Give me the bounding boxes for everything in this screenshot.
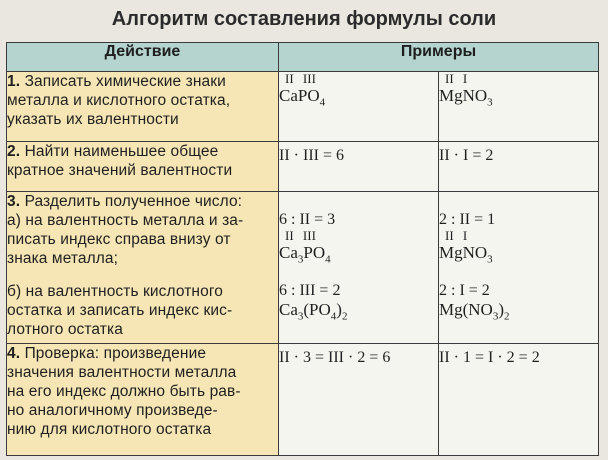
step-number: 3. [7,193,21,210]
formula: MgNO$_3$ [439,243,493,266]
table-row [7,72,599,142]
formula: MgNO$_3$ [439,86,493,109]
step-2-example-2: II · I = 2 [439,142,599,192]
step-number: 4. [7,345,21,362]
page-title: Алгоритм составления формулы соли [111,8,497,30]
step-4-example-1: II · 3 = III · 2 = 6 [279,344,439,456]
table-row [7,192,599,344]
algorithm-table [6,42,599,456]
step-1-action: 1. Записать химические знаки металла и кислотного остатка, указать их валентности [7,72,279,142]
formula: CaPO$_4$ [279,86,326,109]
formula: $Ca_3(PO_4)_2$ [279,300,348,323]
step-1-example-1 [279,72,439,142]
valence-label: II III [285,71,316,86]
step-number: 2. [7,143,21,160]
formula: $Ca_3PO_4$ [279,243,331,266]
table-row [7,344,599,456]
valence-label: II I [445,228,468,243]
table-row [7,142,599,192]
valence-label: II I [445,71,468,86]
header-action: Действие [7,43,279,72]
step-3-example-2: 2 : II = 1 II I MgNO$_3$ 2 : I = 2 $Mg(NO_3)_2$ [439,192,599,344]
step-2-example-1: II · III = 6 [279,142,439,192]
header-examples: Примеры [279,43,599,72]
step-1-example-2 [439,72,599,142]
valence-label: II III [285,228,316,243]
step-4-example-2: II · 1 = I · 2 = 2 [439,344,599,456]
step-4-action: 4. Проверка: произведение значения валентности металла на его индекс должно быть рав- но аналогичному произведе- нию для кислотного остатка [7,344,279,456]
step-3-action: 3. Разделить полученное число: а) на валентность металла и за- писать индекс справа внизу от знака металла; б) на валентность кислотного остатка и записать индекс кис- лотного остатка [7,192,279,344]
formula: $Mg(NO_3)_2$ [439,300,510,323]
table-header-row [7,43,599,72]
step-3-example-1: 6 : II = 3 II III $Ca_3PO_4$ 6 : III = 2 $Ca_3(PO_4)_2$ [279,192,439,344]
step-2-action: 2. Найти наименьшее общее кратное значений валентности [7,142,279,192]
step-number: 1. [7,73,21,90]
